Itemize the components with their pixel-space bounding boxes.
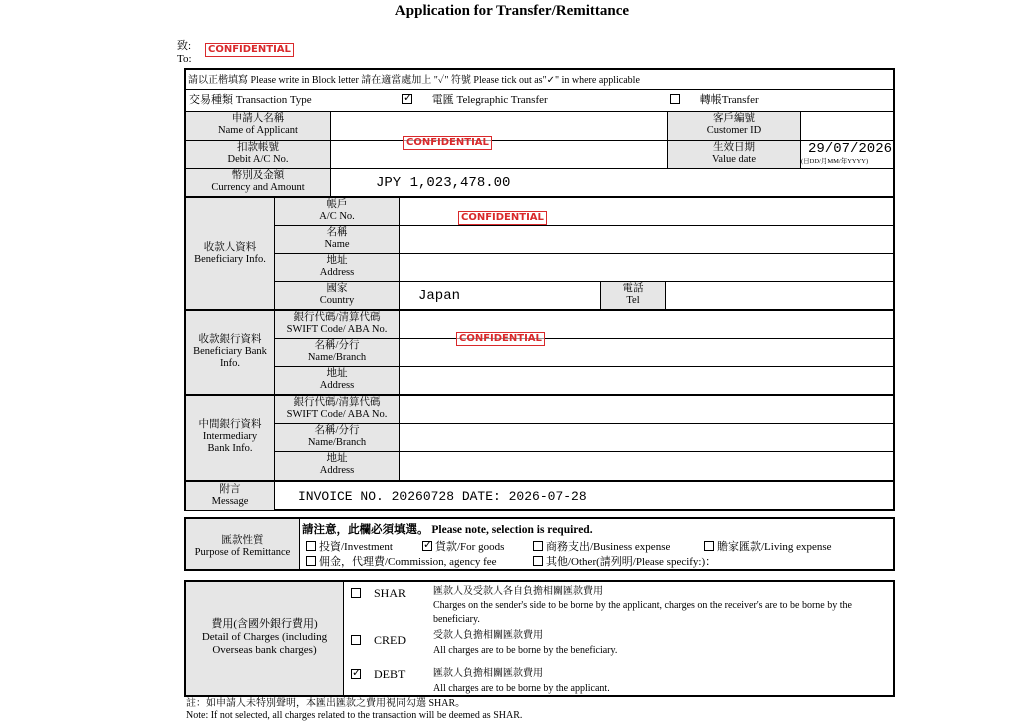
intermediary-bank-section-label: 中間銀行資料 Intermediary Bank Info. — [198, 419, 262, 454]
purpose-business-checkbox[interactable] — [533, 541, 543, 551]
beneficiary-bank-name-label: 名稱/分行 Name/Branch — [307, 340, 367, 363]
beneficiary-country-label: 國家 Country — [319, 283, 355, 306]
purpose-commission-checkbox[interactable] — [306, 556, 316, 566]
charges-cred-checkbox[interactable] — [351, 635, 361, 645]
transfer-checkbox[interactable] — [670, 94, 680, 104]
currency-amount-label: 幣別及金額 Currency and Amount — [211, 170, 305, 193]
telegraphic-transfer-checkbox[interactable] — [402, 94, 412, 104]
purpose-option-goods[interactable]: ✓ 貨款/For goods — [422, 541, 504, 554]
telegraphic-transfer-label: 電匯 Telegraphic Transfer — [431, 94, 548, 106]
charges-option-debt[interactable]: ✓DEBT — [351, 668, 405, 682]
intermediary-bank-swift-label: 銀行代碼/清算代碼 SWIFT Code/ ABA No. — [286, 397, 388, 420]
transaction-type-label: 交易種類 Transaction Type — [189, 94, 312, 106]
confidential-stamp-applicant: CONFIDENTIAL — [403, 136, 492, 150]
charges-cred-zh: 受款人負擔相關匯款費用 — [433, 630, 543, 641]
confidential-stamp-to: CONFIDENTIAL — [205, 43, 294, 57]
telegraphic-transfer-option[interactable] — [402, 94, 548, 107]
charges-shar-checkbox[interactable] — [351, 588, 361, 598]
form-title: Application for Transfer/Remittance — [394, 3, 630, 19]
note-zh: 註：如申請人未特別聲明，本匯出匯款之費用視同勾選 SHAR。 — [186, 698, 466, 709]
message-field[interactable]: INVOICE NO. 20260728 DATE: 2026-07-28 — [298, 489, 587, 504]
debit-account-label: 扣款帳號 Debit A/C No. — [227, 142, 289, 165]
purpose-label: 匯款性質 Purpose of Remittance — [194, 535, 291, 558]
transfer-option[interactable] — [670, 94, 759, 107]
charges-debt-en: All charges are to be borne by the applicant. — [433, 683, 610, 694]
note-en: Note: If not selected, all charges related to the transaction will be deemed as SHAR. — [186, 710, 523, 721]
confidential-stamp-bank: CONFIDENTIAL — [456, 332, 545, 346]
applicant-name-label: 申請人名稱 Name of Applicant — [218, 113, 298, 136]
purpose-option-other[interactable]: 其他/Other(請列明/Please specify:)： — [533, 556, 716, 569]
purpose-option-living[interactable]: 贍家匯款/Living expense — [704, 541, 832, 554]
charges-debt-zh: 匯款人負擔相關匯款費用 — [433, 668, 543, 679]
beneficiary-address-label: 地址 Address — [319, 255, 355, 278]
beneficiary-bank-section-label: 收款銀行資料 Beneficiary Bank Info. — [193, 334, 267, 369]
message-label: 附言 Message — [211, 484, 249, 507]
beneficiary-tel-label: 電話 Tel — [622, 283, 644, 306]
purpose-option-business[interactable]: 商務支出/Business expense — [533, 541, 670, 554]
beneficiary-account-label: 帳戶 A/C No. — [319, 199, 355, 222]
beneficiary-country-field[interactable]: Japan — [418, 288, 461, 304]
charges-cred-en: All charges are to be borne by the beneficiary. — [433, 645, 618, 656]
charges-label: 費用(含國外銀行費用) Detail of Charges (including Overseas bank charges) — [201, 618, 328, 656]
beneficiary-bank-swift-label: 銀行代碼/清算代碼 SWIFT Code/ ABA No. — [286, 312, 388, 335]
customer-id-label: 客戶編號 Customer ID — [706, 113, 762, 136]
charges-option-shar[interactable]: SHAR — [351, 587, 406, 601]
instruction-text: 請以正楷填寫 Please write in Block letter 請在適當處加上 "✓" 符號 Please tick out as"✓" in where applicable — [188, 75, 640, 86]
purpose-option-commission[interactable]: 佣金，代理費/Commission, agency fee — [306, 556, 497, 569]
purpose-goods-checkbox[interactable] — [422, 541, 432, 551]
purpose-investment-checkbox[interactable] — [306, 541, 316, 551]
to-label-zh: 致: — [177, 40, 192, 52]
purpose-living-checkbox[interactable] — [704, 541, 714, 551]
amount-field[interactable]: JPY 1,023,478.00 — [376, 175, 511, 191]
charges-shar-en: Charges on the sender's side to be borne by the applicant, charges on the receiver's are to be borne by the — [433, 600, 852, 611]
charges-shar-zh: 匯款人及受款人各自負擔相關匯款費用 — [433, 586, 603, 597]
date-format-hint: (日DD/月MM/年YYYY) — [801, 158, 869, 165]
beneficiary-section-label: 收款人資料 Beneficiary Info. — [194, 242, 266, 265]
to-label-en: To: — [177, 53, 192, 65]
purpose-other-checkbox[interactable] — [533, 556, 543, 566]
value-date-label: 生效日期 Value date — [711, 142, 757, 165]
charges-shar-en2: beneficiary. — [433, 614, 480, 625]
purpose-notice: 請注意，此欄必須填選。 Please note, selection is required. — [302, 524, 593, 536]
charges-debt-checkbox[interactable] — [351, 669, 361, 679]
value-date-field[interactable]: 29/07/2026 — [808, 141, 893, 157]
beneficiary-name-label: 名稱 Name — [324, 227, 350, 250]
charges-option-cred[interactable]: CRED — [351, 634, 406, 648]
confidential-stamp-beneficiary: CONFIDENTIAL — [458, 211, 547, 225]
intermediary-bank-name-label: 名稱/分行 Name/Branch — [307, 425, 367, 448]
intermediary-bank-address-label: 地址 Address — [319, 453, 355, 476]
beneficiary-bank-address-label: 地址 Address — [319, 368, 355, 391]
transfer-label: 轉帳Transfer — [699, 94, 759, 106]
purpose-option-investment[interactable]: 投資/Investment — [306, 541, 393, 554]
